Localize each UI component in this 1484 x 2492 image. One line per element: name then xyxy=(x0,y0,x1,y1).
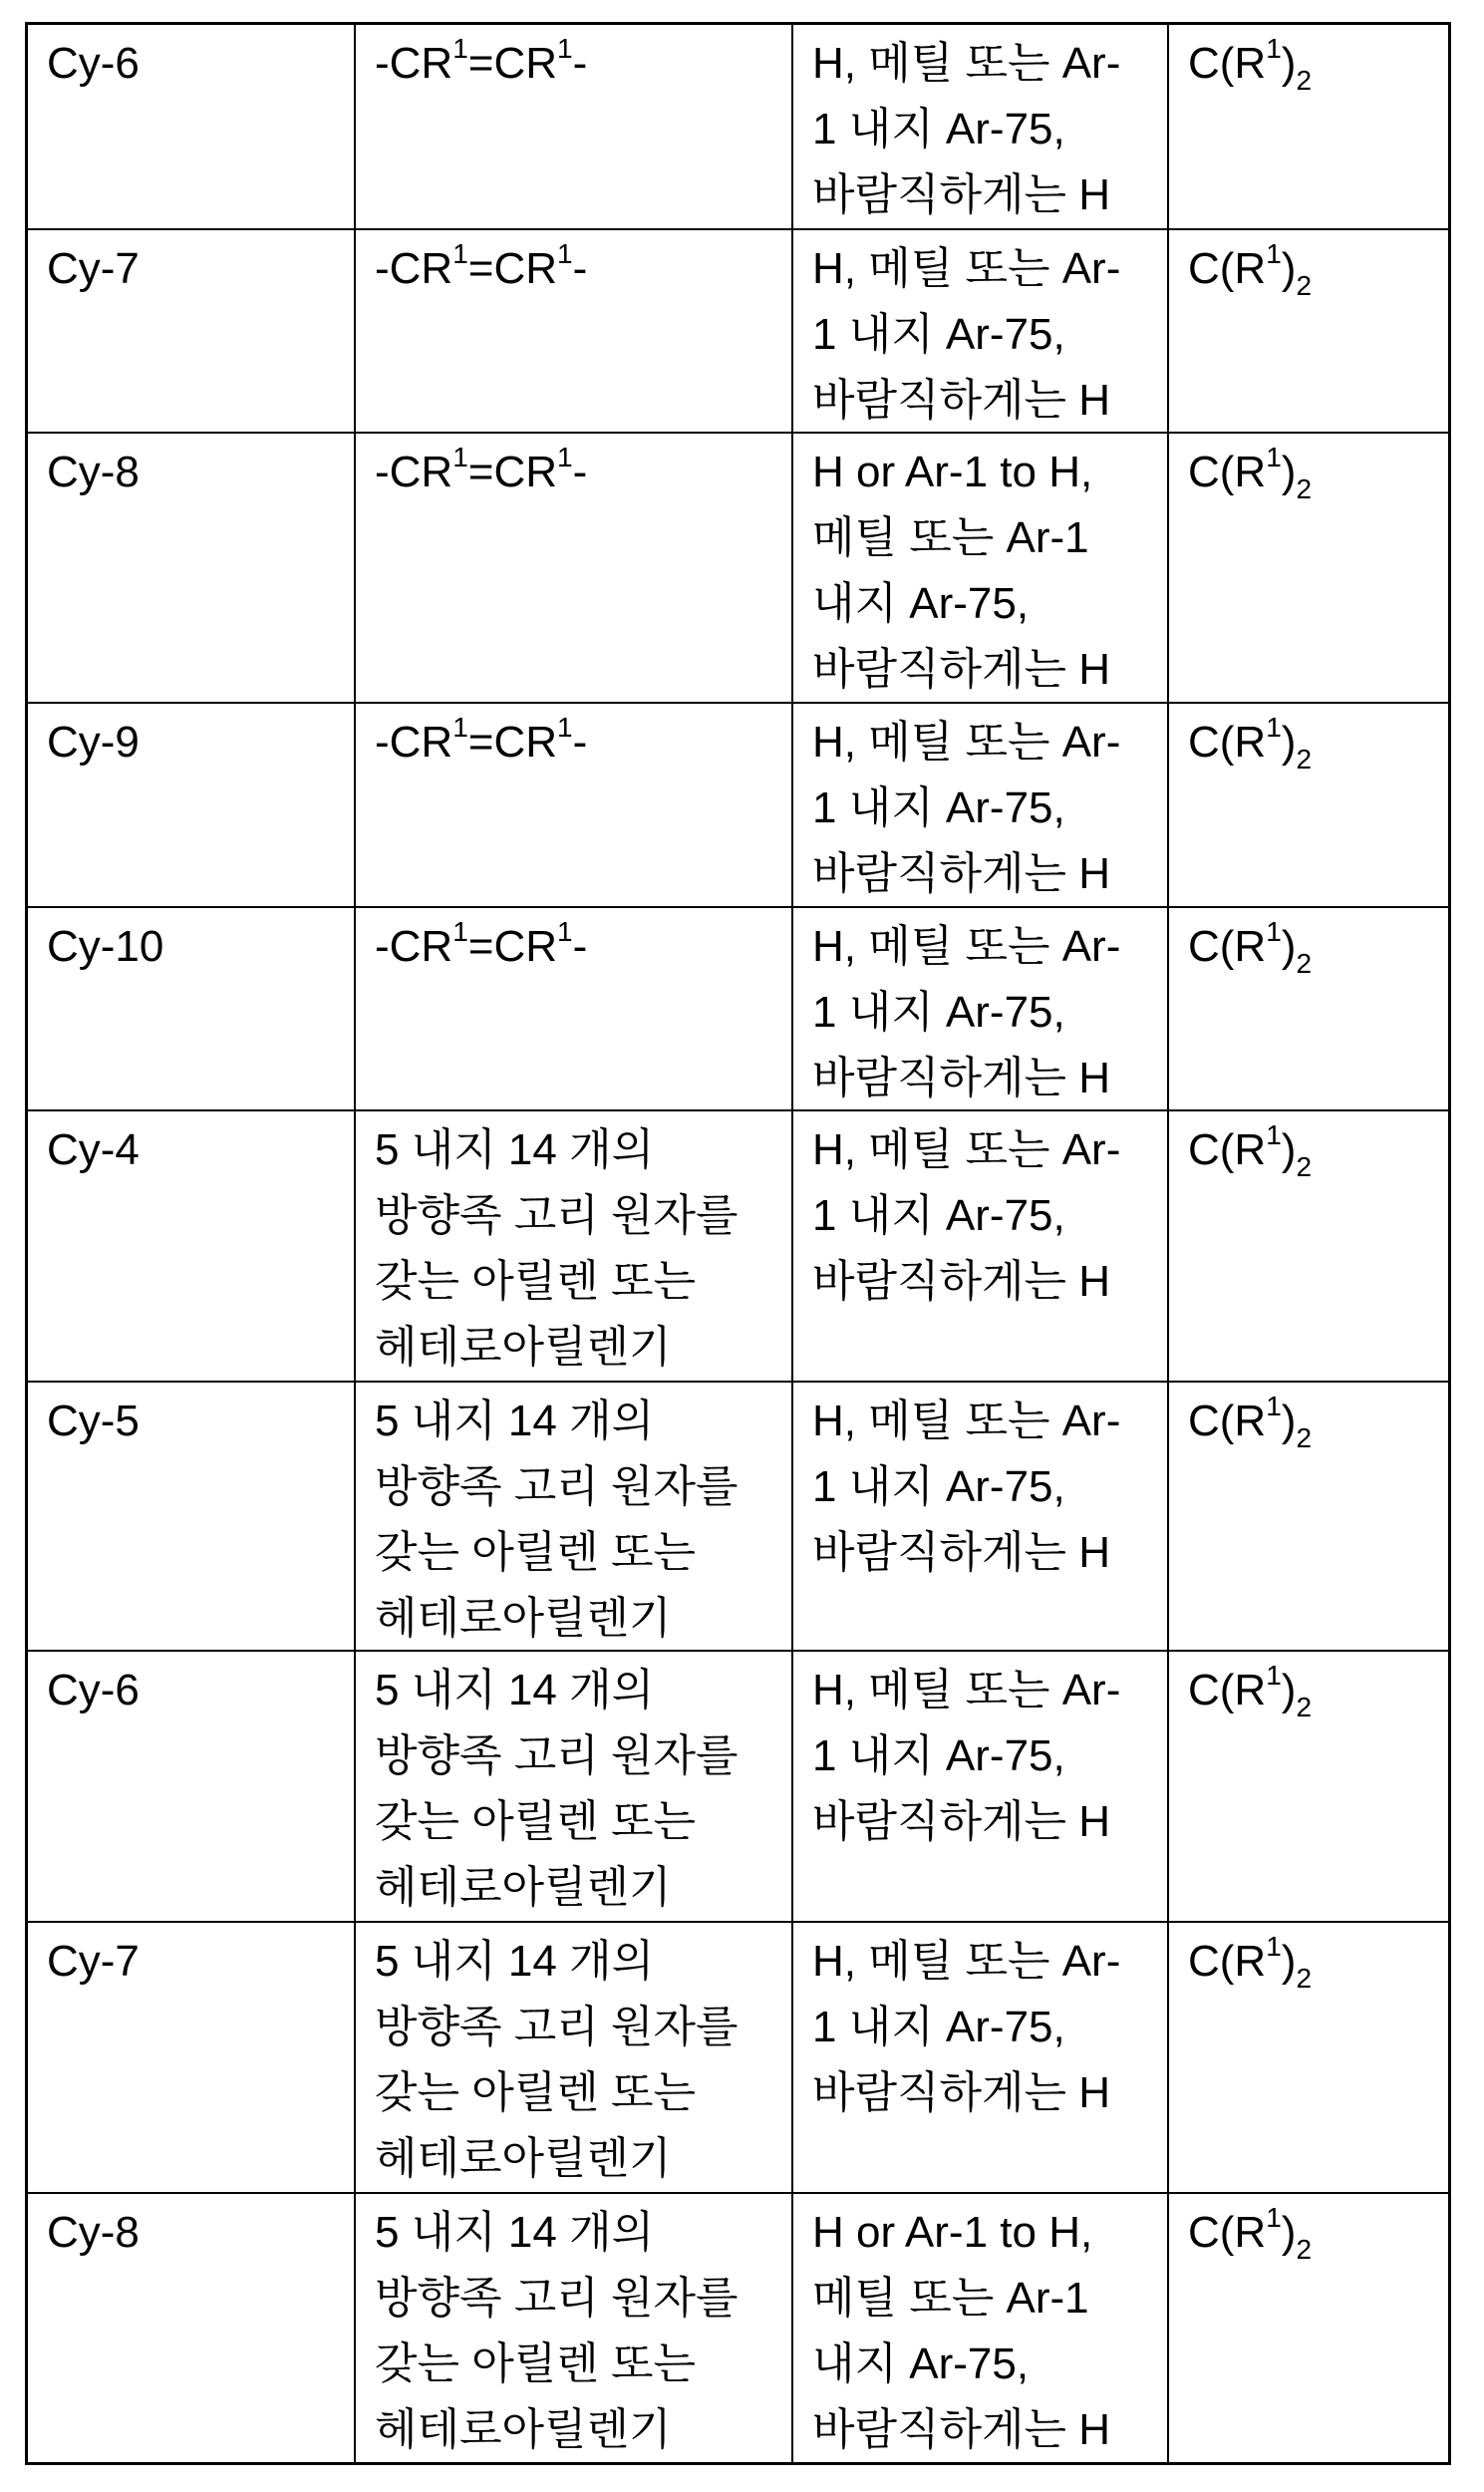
cell-linker-text: 헤테로아릴렌기 xyxy=(375,1863,672,1912)
cell-linker xyxy=(354,25,791,228)
cell-substituent-text: H, 메틸 또는 Ar- xyxy=(812,1666,1121,1714)
superscript: 1 xyxy=(557,238,573,270)
table-row xyxy=(28,228,1448,432)
subscript: 2 xyxy=(1296,2233,1313,2265)
cell-compound-id-text: Cy-6 xyxy=(47,1666,140,1714)
cell-substituent-text: 바람직하게는 H xyxy=(812,376,1111,425)
cell-substituent-text: 1 내지 Ar-75, xyxy=(812,105,1065,154)
superscript: 1 xyxy=(557,712,573,744)
cell-linker-text: 갖는 아릴렌 또는 xyxy=(375,1257,696,1306)
cell-linker-text: $-CR^1=CR^1-$ xyxy=(375,238,588,293)
cell-substituent-text: 바람직하게는 H xyxy=(812,849,1111,898)
cell-compound-id-text: Cy-7 xyxy=(47,1937,140,1986)
cell-substituent-text: 바람직하게는 H xyxy=(812,645,1111,694)
superscript: 1 xyxy=(557,33,573,65)
cell-linker-text: 갖는 아릴렌 또는 xyxy=(375,1528,696,1577)
superscript: 1 xyxy=(1266,1931,1282,1963)
cell-group-text: $C(R^1)_2$ xyxy=(1188,712,1313,775)
cell-substituent-text: 메틸 또는 Ar-1 xyxy=(812,513,1089,562)
table-row xyxy=(28,1381,1448,1650)
table-row xyxy=(28,906,1448,1109)
cell-substituent-text: 내지 Ar-75, xyxy=(812,2339,1030,2388)
cell-group-text: $C(R^1)_2$ xyxy=(1188,238,1313,301)
cell-substituent-text: 1 내지 Ar-75, xyxy=(812,783,1065,832)
cell-group xyxy=(1167,908,1448,1109)
superscript: 1 xyxy=(1266,1119,1282,1151)
cell-linker-text: 5 내지 14 개의 xyxy=(375,1666,655,1714)
cell-group-text: $C(R^1)_2$ xyxy=(1188,33,1313,96)
cell-substituent xyxy=(791,230,1167,432)
subscript: 2 xyxy=(1296,1150,1313,1182)
cell-linker-text: 5 내지 14 개의 xyxy=(375,2208,655,2257)
subscript: 2 xyxy=(1296,1962,1313,1994)
cell-substituent xyxy=(791,25,1167,228)
cell-linker xyxy=(354,2194,791,2462)
cell-linker-text: 5 내지 14 개의 xyxy=(375,1125,655,1174)
table-row xyxy=(28,1109,1448,1381)
cell-substituent-text: 바람직하게는 H xyxy=(812,1797,1111,1846)
cell-substituent-text: H, 메틸 또는 Ar- xyxy=(812,1937,1121,1986)
cell-substituent xyxy=(791,434,1167,702)
cell-linker-text: $-CR^1=CR^1-$ xyxy=(375,33,588,88)
cell-substituent xyxy=(791,704,1167,906)
cell-linker xyxy=(354,230,791,432)
cell-substituent-text: 바람직하게는 H xyxy=(812,170,1111,219)
cell-linker-text: 헤테로아릴렌기 xyxy=(375,2134,672,2183)
cell-compound-id-text: Cy-6 xyxy=(47,39,140,88)
cell-linker-text: 방향족 고리 원자를 xyxy=(375,1462,739,1511)
cell-group-text: $C(R^1)_2$ xyxy=(1188,442,1313,504)
cell-compound-id-text: Cy-8 xyxy=(47,2208,140,2257)
superscript: 1 xyxy=(1266,442,1282,473)
cell-compound-id-text: Cy-4 xyxy=(47,1125,140,1174)
subscript: 2 xyxy=(1296,64,1313,96)
subscript: 2 xyxy=(1296,947,1313,979)
cell-substituent-text: H, 메틸 또는 Ar- xyxy=(812,1397,1121,1445)
cell-linker xyxy=(354,1383,791,1650)
cell-linker-text: 갖는 아릴렌 또는 xyxy=(375,1797,696,1846)
cell-compound-id-text: Cy-8 xyxy=(47,448,140,496)
superscript: 1 xyxy=(1266,916,1282,948)
cell-compound-id xyxy=(28,908,354,1109)
cell-substituent-text: 1 내지 Ar-75, xyxy=(812,310,1065,359)
table-row xyxy=(28,1650,1448,1921)
subscript: 2 xyxy=(1296,1691,1313,1722)
cell-substituent-text: 메틸 또는 Ar-1 xyxy=(812,2274,1089,2323)
cell-compound-id xyxy=(28,1923,354,2192)
subscript: 2 xyxy=(1296,743,1313,775)
superscript: 1 xyxy=(557,916,573,948)
cell-compound-id xyxy=(28,1652,354,1921)
superscript: 1 xyxy=(452,442,468,473)
cell-linker-text: $-CR^1=CR^1-$ xyxy=(375,712,588,767)
cell-group-text: $C(R^1)_2$ xyxy=(1188,2202,1313,2265)
cell-substituent xyxy=(791,1111,1167,1381)
cell-compound-id xyxy=(28,2194,354,2462)
cell-group xyxy=(1167,230,1448,432)
cell-substituent-text: 바람직하게는 H xyxy=(812,1257,1111,1306)
cell-linker xyxy=(354,908,791,1109)
cell-substituent-text: 내지 Ar-75, xyxy=(812,579,1030,628)
cell-substituent-text: 바람직하게는 H xyxy=(812,1054,1111,1102)
cell-group xyxy=(1167,1383,1448,1650)
cell-linker-text: 갖는 아릴렌 또는 xyxy=(375,2339,696,2388)
cell-substituent-text: 1 내지 Ar-75, xyxy=(812,1462,1065,1511)
substituent-table xyxy=(25,22,1451,2465)
cell-substituent-text: H, 메틸 또는 Ar- xyxy=(812,1125,1121,1174)
cell-group xyxy=(1167,704,1448,906)
cell-compound-id xyxy=(28,230,354,432)
cell-group xyxy=(1167,1923,1448,2192)
cell-substituent xyxy=(791,1923,1167,2192)
cell-substituent-text: H, 메틸 또는 Ar- xyxy=(812,922,1121,971)
cell-linker-text: 방향족 고리 원자를 xyxy=(375,2003,739,2051)
cell-substituent-text: 1 내지 Ar-75, xyxy=(812,988,1065,1037)
superscript: 1 xyxy=(452,916,468,948)
cell-linker-text: 방향족 고리 원자를 xyxy=(375,1191,739,1240)
cell-linker xyxy=(354,1652,791,1921)
superscript: 1 xyxy=(1266,2202,1282,2234)
subscript: 2 xyxy=(1296,269,1313,301)
cell-linker-text: 헤테로아릴렌기 xyxy=(375,1323,672,1372)
cell-linker-text: 갖는 아릴렌 또는 xyxy=(375,2068,696,2117)
cell-linker-text: $-CR^1=CR^1-$ xyxy=(375,916,588,971)
cell-linker xyxy=(354,704,791,906)
cell-compound-id-text: Cy-5 xyxy=(47,1397,140,1445)
table-row xyxy=(28,1921,1448,2192)
table-row xyxy=(28,702,1448,906)
cell-group-text: $C(R^1)_2$ xyxy=(1188,1660,1313,1722)
cell-compound-id xyxy=(28,704,354,906)
cell-compound-id xyxy=(28,25,354,228)
cell-group xyxy=(1167,1652,1448,1921)
cell-compound-id-text: Cy-7 xyxy=(47,244,140,293)
cell-substituent-text: H, 메틸 또는 Ar- xyxy=(812,718,1121,767)
cell-linker-text: 5 내지 14 개의 xyxy=(375,1397,655,1445)
cell-substituent xyxy=(791,1383,1167,1650)
cell-group-text: $C(R^1)_2$ xyxy=(1188,1119,1313,1182)
cell-group xyxy=(1167,434,1448,702)
superscript: 1 xyxy=(452,712,468,744)
cell-linker-text: 헤테로아릴렌기 xyxy=(375,2405,672,2454)
table-row xyxy=(28,2192,1448,2462)
superscript: 1 xyxy=(1266,712,1282,744)
cell-substituent xyxy=(791,908,1167,1109)
cell-substituent-text: 바람직하게는 H xyxy=(812,1528,1111,1577)
cell-linker-text: 방향족 고리 원자를 xyxy=(375,1731,739,1780)
cell-substituent-text: 1 내지 Ar-75, xyxy=(812,1191,1065,1240)
cell-compound-id xyxy=(28,1383,354,1650)
cell-group-text: $C(R^1)_2$ xyxy=(1188,1931,1313,1994)
cell-group-text: $C(R^1)_2$ xyxy=(1188,1391,1313,1453)
superscript: 1 xyxy=(1266,1391,1282,1422)
superscript: 1 xyxy=(1266,1660,1282,1692)
cell-linker xyxy=(354,434,791,702)
cell-group-text: $C(R^1)_2$ xyxy=(1188,916,1313,979)
cell-linker-text: 5 내지 14 개의 xyxy=(375,1937,655,1986)
cell-group xyxy=(1167,25,1448,228)
cell-substituent-text: H or Ar-1 to H, xyxy=(812,2208,1093,2257)
cell-linker xyxy=(354,1923,791,2192)
cell-substituent-text: 1 내지 Ar-75, xyxy=(812,2003,1065,2051)
cell-substituent-text: 바람직하게는 H xyxy=(812,2405,1111,2454)
superscript: 1 xyxy=(557,442,573,473)
superscript: 1 xyxy=(452,238,468,270)
cell-substituent-text: H or Ar-1 to H, xyxy=(812,448,1093,496)
cell-substituent-text: 1 내지 Ar-75, xyxy=(812,1731,1065,1780)
cell-linker-text: 방향족 고리 원자를 xyxy=(375,2274,739,2323)
cell-substituent xyxy=(791,1652,1167,1921)
cell-linker-text: 헤테로아릴렌기 xyxy=(375,1594,672,1643)
cell-substituent xyxy=(791,2194,1167,2462)
table-row xyxy=(28,432,1448,702)
cell-compound-id xyxy=(28,1111,354,1381)
subscript: 2 xyxy=(1296,1421,1313,1453)
superscript: 1 xyxy=(1266,33,1282,65)
superscript: 1 xyxy=(1266,238,1282,270)
cell-compound-id xyxy=(28,434,354,702)
cell-group xyxy=(1167,1111,1448,1381)
subscript: 2 xyxy=(1296,472,1313,504)
cell-linker-text: $-CR^1=CR^1-$ xyxy=(375,442,588,496)
cell-group xyxy=(1167,2194,1448,2462)
cell-substituent-text: H, 메틸 또는 Ar- xyxy=(812,39,1121,88)
cell-substituent-text: 바람직하게는 H xyxy=(812,2068,1111,2117)
cell-substituent-text: H, 메틸 또는 Ar- xyxy=(812,244,1121,293)
superscript: 1 xyxy=(452,33,468,65)
cell-compound-id-text: Cy-10 xyxy=(47,922,164,971)
cell-compound-id-text: Cy-9 xyxy=(47,718,140,767)
table-row xyxy=(28,25,1448,228)
cell-linker xyxy=(354,1111,791,1381)
